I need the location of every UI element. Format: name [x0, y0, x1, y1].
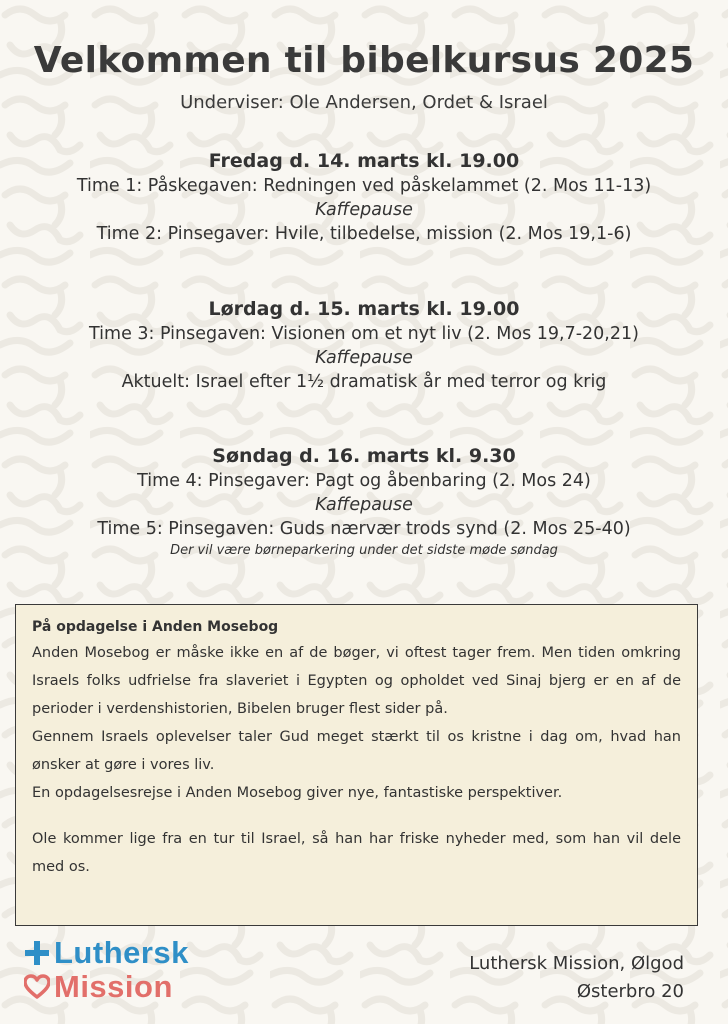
- session-line: Aktuelt: Israel efter 1½ dramatisk år med terror og krig: [121, 372, 607, 392]
- session-line: Time 1: Påskegaven: Redningen ved påskelammet (2. Mos 11-13): [76, 176, 652, 196]
- day-heading: Lørdag d. 15. marts kl. 19.00: [208, 298, 520, 320]
- logo-word-mission: Mission: [54, 969, 173, 1004]
- day-heading: Fredag d. 14. marts kl. 19.00: [208, 150, 520, 172]
- page-title: Velkommen til bibelkursus 2025: [33, 40, 695, 81]
- session-line: Time 4: Pinsegaver: Pagt og åbenbaring (2. Mos 24): [137, 471, 591, 491]
- session-line: Time 5: Pinsegaven: Guds nærvær trods synd (2. Mos 25-40): [97, 519, 631, 539]
- cross-icon: [24, 940, 50, 966]
- heart-icon: [24, 974, 50, 1000]
- info-paragraph: Ole kommer lige fra en tur til Israel, så han har friske nyheder med, som han vil dele med os.: [32, 831, 681, 875]
- day-sunday: [0, 443, 728, 561]
- address-block: [469, 950, 684, 1006]
- logo-word-luthersk: Luthersk: [54, 935, 189, 970]
- session-line: Time 3: Pinsegaven: Visionen om et nyt liv (2. Mos 19,7-20,21): [89, 324, 639, 344]
- address-line: Østerbro 20: [576, 981, 684, 1002]
- luthersk-mission-logo: [24, 936, 224, 1008]
- coffee-break: Kaffepause: [315, 200, 413, 220]
- info-paragraph: En opdagelsesrejse i Anden Mosebog giver nye, fantastiske perspektiver.: [32, 785, 563, 801]
- childcare-note: Der vil være børneparkering under det sidste møde søndag: [170, 543, 558, 558]
- coffee-break: Kaffepause: [315, 495, 413, 515]
- info-box: [15, 604, 698, 926]
- page-subtitle: Underviser: Ole Andersen, Ordet & Israel: [180, 92, 548, 113]
- address-line: Luthersk Mission, Ølgod: [469, 953, 684, 974]
- day-friday: [0, 148, 728, 246]
- day-heading: Søndag d. 16. marts kl. 9.30: [212, 445, 516, 467]
- info-title: På opdagelse i Anden Mosebog: [32, 619, 279, 635]
- coffee-break: Kaffepause: [315, 348, 413, 368]
- info-paragraph: Anden Mosebog er måske ikke en af de bøger, vi oftest tager frem. Men tiden omkring Israels folks udfrielse fra slaveriet i Egypten og opholdet ved Sinaj bjerg er en af de perioder i verdenshistorien, Bibelen bruger flest sider på.: [32, 645, 681, 717]
- info-paragraph: Gennem Israels oplevelser taler Gud meget stærkt til os kristne i dag om, hvad han ønsker at gøre i vores liv.: [32, 729, 681, 773]
- session-line: Time 2: Pinsegaver: Hvile, tilbedelse, mission (2. Mos 19,1-6): [96, 224, 632, 244]
- day-saturday: [0, 296, 728, 394]
